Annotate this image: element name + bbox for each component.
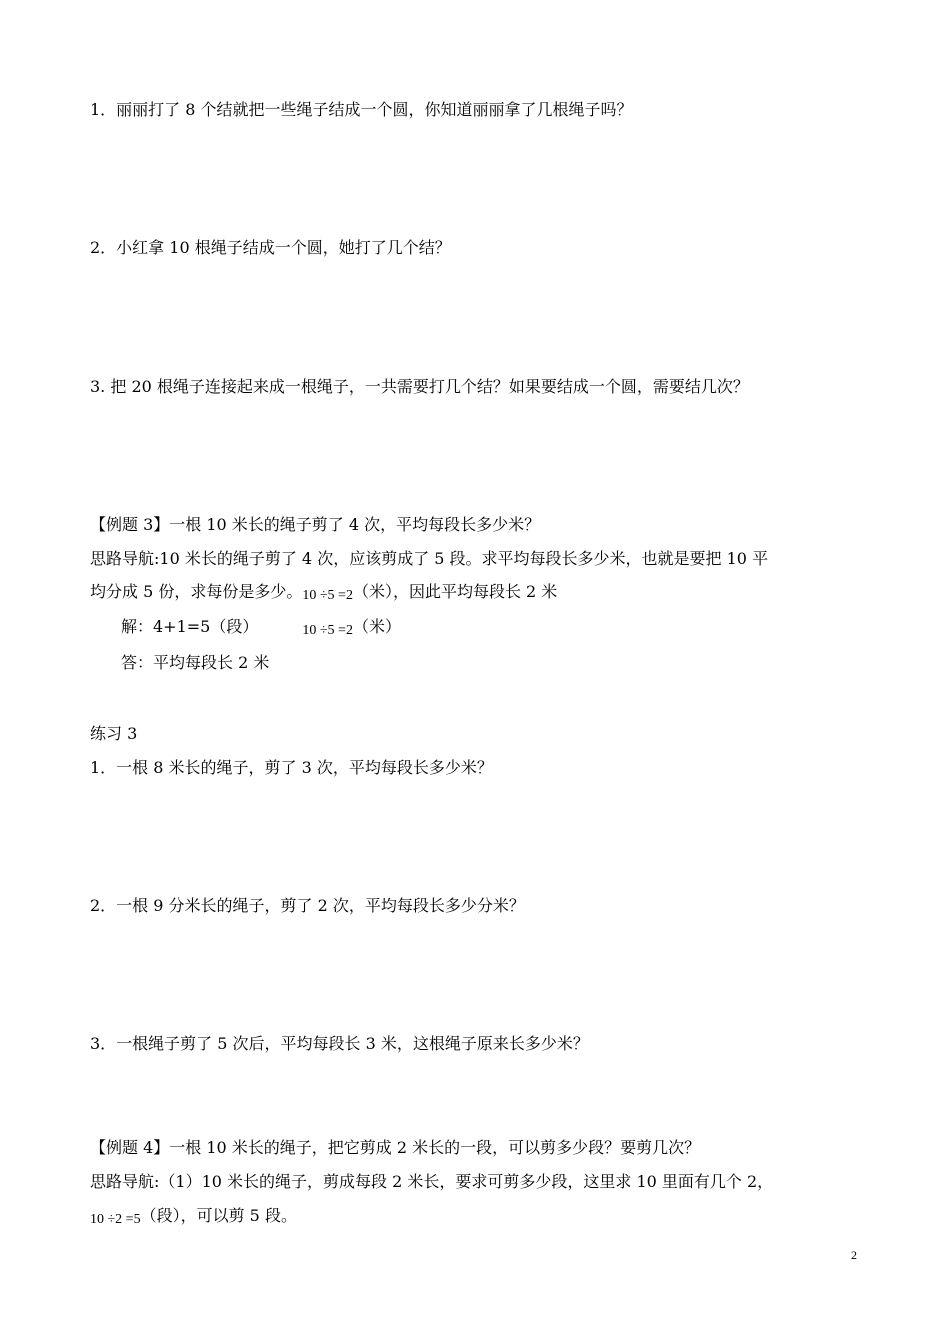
- practice2-question-2: 2．小红拿 10 根绳子结成一个圆，她打了几个结？: [90, 238, 451, 257]
- example3-solution-unit: （米）: [352, 617, 401, 636]
- practice2-question-3: 3. 把 20 根绳子连接起来成一根绳子，一共需要打几个结？如果要结成一个圆，需要结几次？: [90, 377, 749, 396]
- example4-hint-line-1: 思路导航:（1）10 米长的绳子，剪成每段 2 米长，要求可剪多少段，这里求 10 里面有几个 2，: [90, 1172, 774, 1191]
- practice3-heading: 练习 3: [90, 724, 138, 743]
- practice3-question-2: 2．一根 9 分米长的绳子，剪了 2 次，平均每段长多少分米？: [90, 896, 525, 915]
- example4-title: 【例题 4】一根 10 米长的绳子，把它剪成 2 米长的一段，可以剪多少段？要剪几次？: [90, 1138, 701, 1157]
- example4-hint-line-2: [90, 1205, 297, 1229]
- example3-title: 【例题 3】一根 10 米长的绳子剪了 4 次，平均每段长多少米？: [90, 515, 541, 534]
- example3-solution: [121, 616, 401, 640]
- example3-hint-tail: （米），因此平均每段长 2 米: [352, 582, 558, 601]
- example3-solution-formula: 10 ÷5 =2: [302, 623, 353, 638]
- page-number: 2: [851, 1248, 857, 1262]
- example3-hint-formula: 10 ÷5 =2: [302, 588, 353, 603]
- example3-hint-text: 均分成 5 份，求每份是多少。: [90, 582, 303, 601]
- example3-hint-line-2: [90, 581, 557, 605]
- practice2-question-1: 1．丽丽打了 8 个结就把一些绳子结成一个圆，你知道丽丽拿了几根绳子吗？: [90, 100, 633, 119]
- example3-answer: 答：平均每段长 2 米: [121, 653, 270, 672]
- example3-solution-label: 解：4+1=5（段）: [121, 617, 259, 636]
- example4-hint-tail: （段），可以剪 5 段。: [140, 1206, 297, 1225]
- example4-hint-formula: 10 ÷2 =5: [90, 1212, 141, 1227]
- practice3-question-3: 3．一根绳子剪了 5 次后，平均每段长 3 米，这根绳子原来长多少米？: [90, 1034, 589, 1053]
- practice3-question-1: 1．一根 8 米长的绳子，剪了 3 次，平均每段长多少米？: [90, 758, 493, 777]
- example3-hint-line-1: 思路导航:10 米长的绳子剪了 4 次，应该剪成了 5 段。求平均每段长多少米，也就是要把 10 平: [90, 549, 769, 568]
